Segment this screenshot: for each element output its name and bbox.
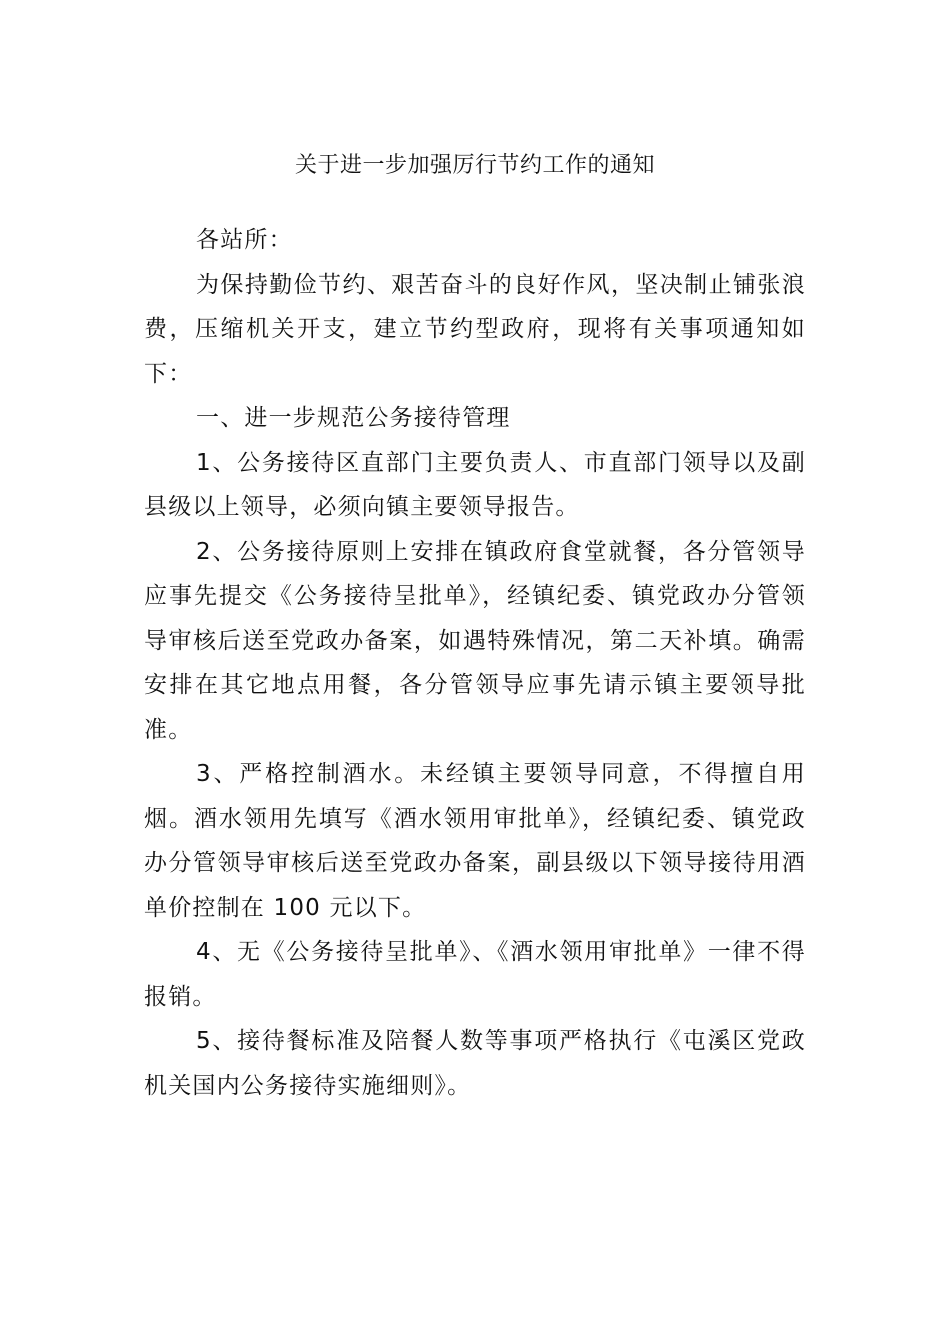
paragraph-intro: 为保持勤俭节约、艰苦奋斗的良好作风，坚决制止铺张浪费，压缩机关开支，建立节约型政府，现将有关事项通知如下： (144, 271, 806, 387)
paragraph-item-5: 5、接待餐标准及陪餐人数等事项严格执行《屯溪区党政机关国内公务接待实施细则》。 (144, 1028, 806, 1099)
paragraph-item-4: 4、无《公务接待呈批单》、《酒水领用审批单》一律不得报销。 (144, 939, 806, 1010)
paragraph-item-3: 3、严格控制酒水。未经镇主要领导同意，不得擅自用烟。酒水领用先填写《酒水领用审批单》，经镇纪委、镇党政办分管领导审核后送至党政办备案，副县级以下领导接待用酒单价控制在 100 元以下。 (144, 761, 806, 921)
document-body (144, 218, 806, 1108)
paragraph-item-2: 2、公务接待原则上安排在镇政府食堂就餐，各分管领导应事先提交《公务接待呈批单》，经镇纪委、镇党政办分管领导审核后送至党政办备案，如遇特殊情况，第二天补填。确需安排在其它地点用餐，各分管领导应事先请示镇主要领导批准。 (144, 538, 806, 743)
section-heading-1: 一、进一步规范公务接待管理 (196, 405, 511, 431)
paragraph-item-1: 1、公务接待区直部门主要负责人、市直部门领导以及副县级以上领导，必须向镇主要领导报告。 (144, 449, 806, 520)
salutation: 各站所： (196, 227, 293, 253)
document-title: 关于进一步加强厉行节约工作的通知 (294, 153, 655, 178)
